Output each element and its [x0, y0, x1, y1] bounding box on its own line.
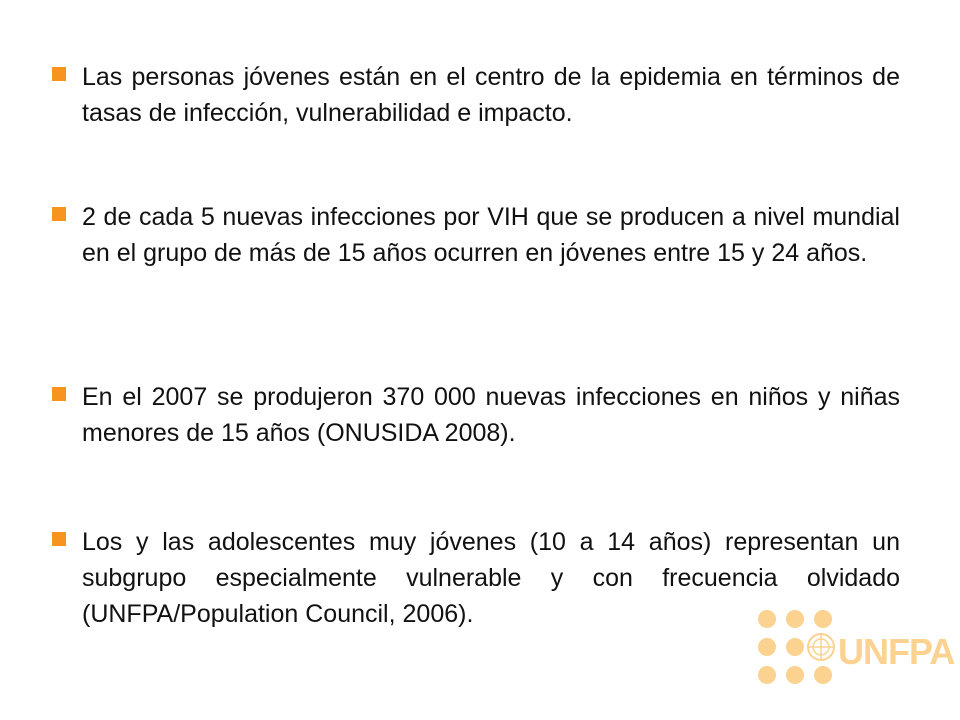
- bullet-text: Las personas jóvenes están en el centro de la epidemia en términos de tasas de infección, vulnerabilidad e impacto.: [82, 63, 900, 127]
- logo-dot: [786, 638, 804, 656]
- logo-dot: [814, 610, 832, 628]
- logo-dot: [786, 666, 804, 684]
- bullet-text: En el 2007 se produjeron 370 000 nuevas infecciones en niños y niñas menores de 15 años (ONUSIDA 2008).: [82, 383, 900, 447]
- logo-dot: [814, 666, 832, 684]
- un-emblem-icon: [806, 632, 836, 662]
- bullet-item: [52, 379, 900, 451]
- square-bullet-icon: [52, 532, 66, 546]
- bullet-item: [52, 199, 900, 271]
- square-bullet-icon: [52, 67, 66, 81]
- logo-dot: [758, 610, 776, 628]
- bullet-text: 2 de cada 5 nuevas infecciones por VIH que se producen a nivel mundial en el grupo de más de 15 años ocurren en jóvenes entre 15 y 24 años.: [82, 203, 900, 267]
- logo-text: UNFPA: [838, 631, 955, 672]
- logo-dot: [758, 638, 776, 656]
- square-bullet-icon: [52, 387, 66, 401]
- bullet-text: Los y las adolescentes muy jóvenes (10 a 14 años) representan un subgrupo especialmente vulnerable y con frecuencia olvidado (UNFPA/Population Council, 2006).: [82, 528, 900, 628]
- bullet-item: [52, 59, 900, 131]
- square-bullet-icon: [52, 207, 66, 221]
- logo-dot: [758, 666, 776, 684]
- logo-dot: [786, 610, 804, 628]
